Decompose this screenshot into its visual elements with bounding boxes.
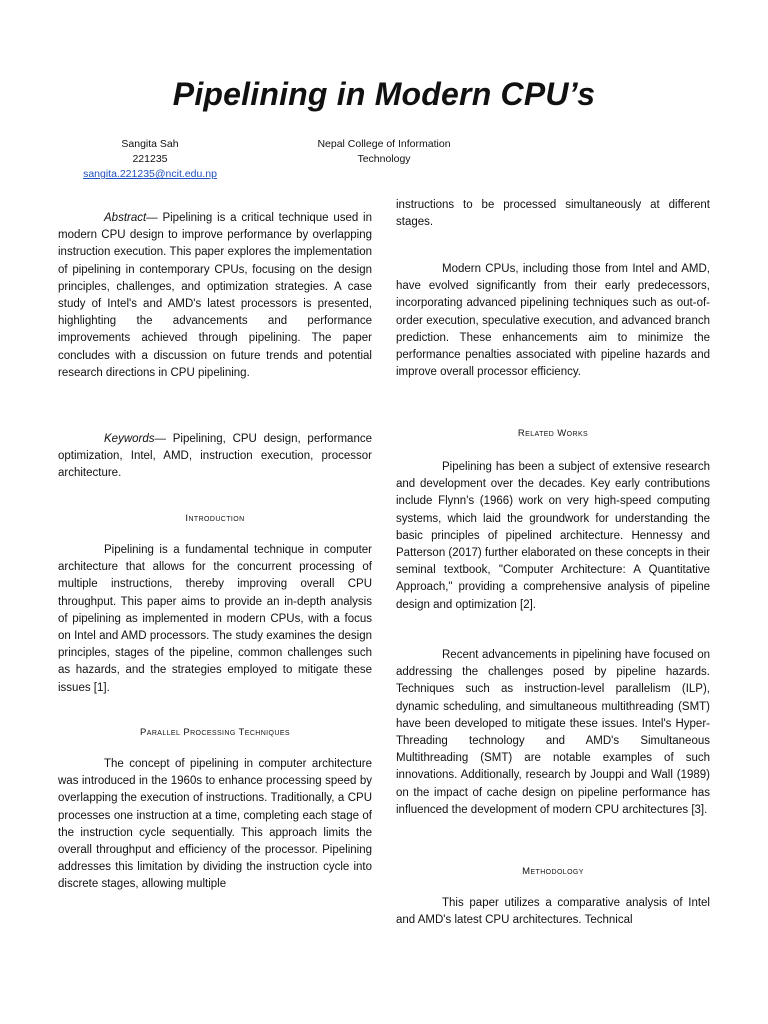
author-name: Sangita Sah bbox=[121, 138, 179, 150]
author-email-link[interactable]: sangita.221235@ncit.edu.np bbox=[83, 168, 217, 180]
parallel-paragraph-1: The concept of pipelining in computer architecture was introduced in the 1960s to enhance processing speed by overlapping the execution of instructions. Traditionally, a CPU processes one instruction at a time, completing each stage of the instruction cycle sequentially. This approach limits the overall throughput and efficiency of the processor. Pipelining addresses this limitation by dividing the instruction cycle into discrete stages, allowing multiple bbox=[58, 758, 372, 891]
introduction-paragraph: Pipelining is a fundamental technique in computer architecture that allows for the concurrent processing of multiple instructions, thereby improving overall CPU throughput. This paper aims to provide an in-depth analysis of pipelining as implemented in modern CPUs, with a focus on Intel and AMD processors. The study examines the design principles, stages of the pipeline, common challenges such as hazards, and the strategies employed to mitigate these issues [1]. bbox=[58, 544, 372, 694]
affiliation-block bbox=[288, 137, 480, 167]
abstract-label: Abstract— bbox=[104, 212, 158, 224]
heading-introduction: Introduction bbox=[185, 513, 245, 524]
author-id: 221235 bbox=[132, 153, 168, 165]
keywords-paragraph bbox=[58, 431, 372, 483]
affiliation-line-2: Technology bbox=[357, 153, 411, 165]
author-block bbox=[60, 137, 240, 182]
related-paragraph-1: Pipelining has been a subject of extensive research and development over the decades. Key early contributions include Flynn's (1966) work on very high-speed computing systems, which laid the groundwork for understanding the basic principles of pipelined architecture. Hennessy and Patterson (2017) further elaborated on these concepts in their seminal textbook, "Computer Architecture: A Quantitative Approach," providing a comprehensive analysis of pipeline design and optimization [2]. bbox=[396, 461, 710, 611]
keywords-text: Pipelining, CPU design, performance optimization, Intel, AMD, instruction execution, processor architecture. bbox=[58, 433, 372, 480]
heading-related-works: Related Works bbox=[517, 428, 589, 439]
related-paragraph-2: Recent advancements in pipelining have focused on addressing the challenges posed by pipeline hazards. Techniques such as instruction-level parallelism (ILP), dynamic scheduling, and simultaneous multithreading (SMT) have been developed to mitigate these issues. Intel's Hyper-Threading technology and AMD's Simultaneous Multithreading (SMT) are notable examples of such innovations. Additionally, research by Jouppi and Wall (1989) on the impact of cache design on pipeline performance has influenced the development of modern CPU architectures [3]. bbox=[396, 649, 710, 816]
keywords-label: Keywords— bbox=[104, 433, 166, 445]
paper-title: Pipelining in Modern CPU’s bbox=[172, 76, 596, 112]
affiliation-line-1: Nepal College of Information bbox=[317, 138, 451, 150]
abstract-text: Pipelining is a critical technique used in modern CPU design to improve performance by overlapping instruction execution. This paper explores the implementation of pipelining in contemporary CPUs, focusing on the design principles, challenges, and optimization strategies. A case study of Intel's and AMD's latest processors is presented, highlighting the advancements and performance improvements achieved through pipelining. The paper concludes with a discussion on future trends and potential research directions in CPU pipelining. bbox=[58, 212, 372, 379]
parallel-paragraph-2: Modern CPUs, including those from Intel and AMD, have evolved significantly from their early predecessors, incorporating advanced pipelining techniques such as out-of-order execution, speculative execution, and advanced branch prediction. These enhancements aim to minimize the performance penalties associated with pipeline hazards and improve overall processor efficiency. bbox=[396, 263, 710, 379]
heading-parallel-processing: Parallel Processing Techniques bbox=[140, 727, 290, 738]
methodology-paragraph: This paper utilizes a comparative analysis of Intel and AMD's latest CPU architectures. Technical bbox=[396, 897, 710, 927]
parallel-paragraph-1-continued: instructions to be processed simultaneously at different stages. bbox=[396, 199, 710, 229]
heading-methodology: Methodology bbox=[522, 866, 584, 877]
abstract-paragraph bbox=[58, 210, 372, 382]
